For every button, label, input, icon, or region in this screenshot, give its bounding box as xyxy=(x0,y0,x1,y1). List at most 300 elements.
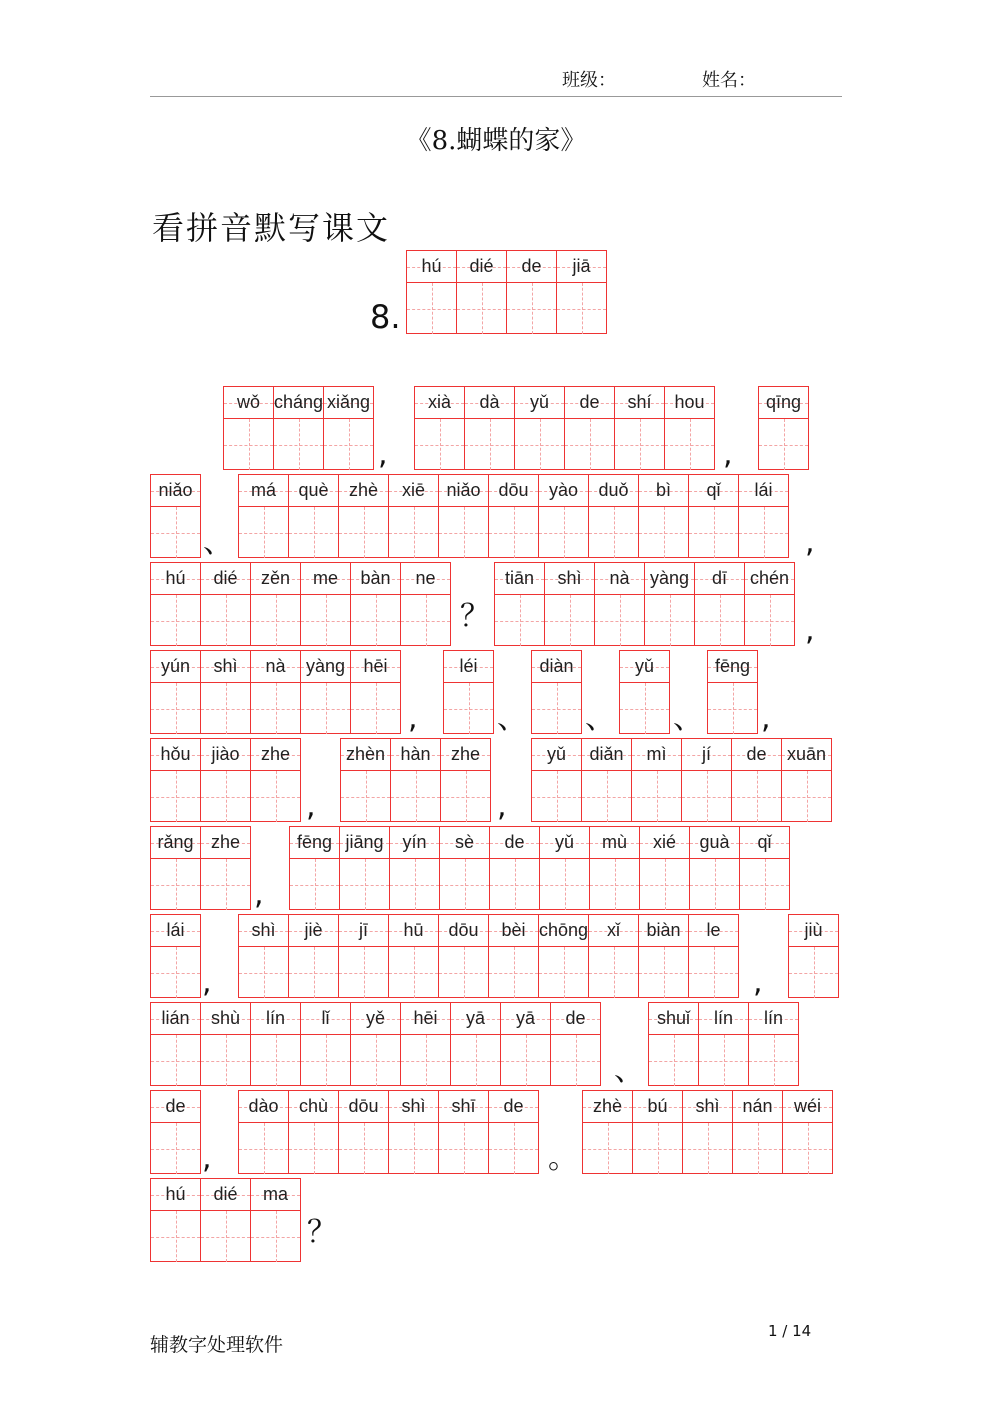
character-box[interactable] xyxy=(389,947,438,998)
character-box[interactable] xyxy=(690,859,739,910)
character-box[interactable] xyxy=(339,1123,388,1174)
character-box[interactable] xyxy=(733,1123,782,1174)
character-box[interactable] xyxy=(251,1035,300,1086)
pinyin-label: zhe xyxy=(251,739,300,771)
character-box[interactable] xyxy=(749,1035,798,1086)
character-box[interactable] xyxy=(444,683,493,734)
character-box[interactable] xyxy=(341,771,390,822)
writing-cell[interactable] xyxy=(223,386,274,470)
character-box[interactable] xyxy=(239,507,288,558)
character-box[interactable] xyxy=(201,595,250,646)
character-box[interactable] xyxy=(590,859,639,910)
character-box[interactable] xyxy=(583,1123,632,1174)
pinyin-label: shí xyxy=(615,387,664,419)
pinyin-label: hǒu xyxy=(151,739,200,771)
character-box[interactable] xyxy=(390,859,439,910)
character-box[interactable] xyxy=(439,947,488,998)
writing-cell[interactable] xyxy=(273,386,324,470)
writing-cell[interactable] xyxy=(323,386,374,470)
character-box[interactable] xyxy=(708,683,757,734)
writing-cell[interactable] xyxy=(439,826,490,910)
character-box[interactable] xyxy=(441,771,490,822)
character-box[interactable] xyxy=(289,507,338,558)
character-box[interactable] xyxy=(589,947,638,998)
header-divider xyxy=(150,96,842,97)
writing-cell[interactable] xyxy=(539,826,590,910)
character-box[interactable] xyxy=(582,771,631,822)
writing-cell[interactable] xyxy=(150,738,201,822)
character-box[interactable] xyxy=(640,859,689,910)
writing-grid-group xyxy=(150,826,251,910)
punctuation-mark: , xyxy=(805,613,815,648)
writing-cell[interactable] xyxy=(250,1002,301,1086)
writing-cell[interactable] xyxy=(200,1178,251,1262)
writing-cell[interactable] xyxy=(514,386,565,470)
character-box[interactable] xyxy=(489,507,538,558)
writing-cell[interactable] xyxy=(238,474,289,558)
writing-cell[interactable] xyxy=(150,474,201,558)
pinyin-label: tiān xyxy=(495,563,544,595)
character-box[interactable] xyxy=(151,1123,200,1174)
character-box[interactable] xyxy=(615,419,664,470)
writing-cell[interactable] xyxy=(200,738,251,822)
character-box[interactable] xyxy=(340,859,389,910)
writing-cell[interactable] xyxy=(414,386,465,470)
character-box[interactable] xyxy=(301,1035,350,1086)
writing-cell[interactable] xyxy=(638,474,689,558)
writing-grid-group xyxy=(582,1090,833,1174)
pinyin-label: de xyxy=(732,739,781,771)
writing-cell[interactable] xyxy=(440,738,491,822)
writing-cell[interactable] xyxy=(748,1002,799,1086)
writing-cell[interactable] xyxy=(438,914,489,998)
character-box[interactable] xyxy=(274,419,323,470)
pinyin-label: zhèn xyxy=(341,739,390,771)
writing-cell[interactable] xyxy=(150,1178,201,1262)
character-box[interactable] xyxy=(415,419,464,470)
writing-cell[interactable] xyxy=(538,474,589,558)
character-box[interactable] xyxy=(589,507,638,558)
writing-cell[interactable] xyxy=(438,474,489,558)
character-box[interactable] xyxy=(440,859,489,910)
character-box[interactable] xyxy=(515,419,564,470)
writing-cell[interactable] xyxy=(681,738,732,822)
pinyin-label: fēng xyxy=(290,827,339,859)
character-box[interactable] xyxy=(351,1035,400,1086)
writing-cell[interactable] xyxy=(150,826,201,910)
pinyin-label: niǎo xyxy=(151,475,200,507)
writing-cell[interactable] xyxy=(238,914,289,998)
writing-grid-group xyxy=(150,1090,201,1174)
pinyin-label: yàng xyxy=(301,651,350,683)
writing-grid-group xyxy=(758,386,809,470)
writing-cell[interactable] xyxy=(288,474,339,558)
writing-cell[interactable] xyxy=(488,474,539,558)
writing-cell[interactable] xyxy=(338,914,389,998)
writing-grid-group xyxy=(494,562,795,646)
writing-cell[interactable] xyxy=(250,650,301,734)
writing-cell[interactable] xyxy=(464,386,515,470)
writing-cell[interactable] xyxy=(619,650,670,734)
writing-cell[interactable] xyxy=(300,1002,351,1086)
character-box[interactable] xyxy=(565,419,614,470)
character-box[interactable] xyxy=(201,683,250,734)
punctuation-mark: 、 xyxy=(614,1053,644,1088)
character-box[interactable] xyxy=(620,683,669,734)
writing-cell[interactable] xyxy=(390,738,441,822)
character-box[interactable] xyxy=(732,771,781,822)
character-box[interactable] xyxy=(632,771,681,822)
punctuation-mark: , xyxy=(202,965,212,1000)
character-box[interactable] xyxy=(739,507,788,558)
character-box[interactable] xyxy=(689,947,738,998)
writing-cell[interactable] xyxy=(150,650,201,734)
pinyin-label: dào xyxy=(239,1091,288,1123)
pinyin-label: nà xyxy=(251,651,300,683)
pinyin-label: ma xyxy=(251,1179,300,1211)
character-box[interactable] xyxy=(239,947,288,998)
writing-cell[interactable] xyxy=(581,738,632,822)
character-box[interactable] xyxy=(251,771,300,822)
writing-cell[interactable] xyxy=(450,1002,501,1086)
pinyin-label: bèi xyxy=(489,915,538,947)
writing-cell[interactable] xyxy=(682,1090,733,1174)
writing-cell[interactable] xyxy=(340,738,391,822)
writing-cell[interactable] xyxy=(698,1002,749,1086)
pinyin-label: shuǐ xyxy=(649,1003,698,1035)
character-box[interactable] xyxy=(595,595,644,646)
pinyin-label: wǒ xyxy=(224,387,273,419)
writing-cell[interactable] xyxy=(538,914,589,998)
writing-cell[interactable] xyxy=(288,914,339,998)
character-box[interactable] xyxy=(633,1123,682,1174)
character-box[interactable] xyxy=(439,507,488,558)
pinyin-label: zhè xyxy=(339,475,388,507)
character-box[interactable] xyxy=(151,595,200,646)
character-box[interactable] xyxy=(151,771,200,822)
writing-cell[interactable] xyxy=(758,386,809,470)
character-box[interactable] xyxy=(740,859,789,910)
character-box[interactable] xyxy=(683,1123,732,1174)
character-box[interactable] xyxy=(532,683,581,734)
character-box[interactable] xyxy=(540,859,589,910)
writing-cell[interactable] xyxy=(739,826,790,910)
writing-cell[interactable] xyxy=(644,562,695,646)
character-box[interactable] xyxy=(289,947,338,998)
pinyin-label: de xyxy=(551,1003,600,1035)
character-box[interactable] xyxy=(639,507,688,558)
writing-cell[interactable] xyxy=(438,1090,489,1174)
writing-cell[interactable] xyxy=(488,1090,539,1174)
character-box[interactable] xyxy=(639,947,688,998)
character-box[interactable] xyxy=(501,1035,550,1086)
pinyin-label: jiào xyxy=(201,739,250,771)
pinyin-label: shì xyxy=(239,915,288,947)
writing-cell[interactable] xyxy=(300,650,351,734)
writing-grid-group xyxy=(150,738,301,822)
character-box[interactable] xyxy=(682,771,731,822)
pinyin-label: shì xyxy=(545,563,594,595)
writing-cell[interactable] xyxy=(694,562,745,646)
writing-cell[interactable] xyxy=(500,1002,551,1086)
pinyin-label: shì xyxy=(389,1091,438,1123)
writing-cell[interactable] xyxy=(594,562,645,646)
character-box[interactable] xyxy=(695,595,744,646)
punctuation-mark: ？ xyxy=(460,599,490,634)
character-box[interactable] xyxy=(783,1123,832,1174)
writing-cell[interactable] xyxy=(200,826,251,910)
writing-cell[interactable] xyxy=(589,826,640,910)
punctuation-mark: ？ xyxy=(307,1215,337,1250)
writing-cell[interactable] xyxy=(338,474,389,558)
writing-cell[interactable] xyxy=(350,1002,401,1086)
character-box[interactable] xyxy=(545,595,594,646)
character-box[interactable] xyxy=(251,595,300,646)
pinyin-label: lái xyxy=(739,475,788,507)
writing-cell[interactable] xyxy=(781,738,832,822)
writing-cell[interactable]: jiā xyxy=(556,250,607,334)
character-box[interactable] xyxy=(301,683,350,734)
pinyin-label: yàng xyxy=(645,563,694,595)
character-box[interactable] xyxy=(351,595,400,646)
writing-cell[interactable] xyxy=(400,1002,451,1086)
character-box[interactable] xyxy=(339,947,388,998)
character-box[interactable] xyxy=(389,1123,438,1174)
writing-cell[interactable] xyxy=(731,738,782,822)
writing-grid-group xyxy=(531,650,582,734)
writing-cell[interactable] xyxy=(150,1090,201,1174)
character-box[interactable] xyxy=(745,595,794,646)
punctuation-mark: , xyxy=(497,789,507,824)
writing-cell[interactable] xyxy=(250,562,301,646)
pinyin-label: hū xyxy=(389,915,438,947)
writing-cell[interactable] xyxy=(388,1090,439,1174)
writing-cell[interactable] xyxy=(782,1090,833,1174)
writing-cell[interactable] xyxy=(389,826,440,910)
pinyin-label: me xyxy=(301,563,350,595)
pinyin-label: qīng xyxy=(759,387,808,419)
writing-grid-group xyxy=(443,650,494,734)
writing-cell[interactable] xyxy=(289,826,340,910)
pinyin-label: zhè xyxy=(583,1091,632,1123)
pinyin-label: chù xyxy=(289,1091,338,1123)
writing-cell[interactable] xyxy=(489,826,540,910)
character-box[interactable] xyxy=(201,1035,250,1086)
writing-grid-group xyxy=(150,1002,601,1086)
character-box[interactable] xyxy=(251,683,300,734)
character-box[interactable] xyxy=(451,1035,500,1086)
character-box[interactable] xyxy=(489,947,538,998)
character-box[interactable] xyxy=(532,771,581,822)
writing-cell[interactable] xyxy=(250,738,301,822)
character-box[interactable] xyxy=(782,771,831,822)
character-box[interactable] xyxy=(201,1211,250,1262)
pinyin-label: de xyxy=(489,1091,538,1123)
pinyin-label: xié xyxy=(640,827,689,859)
writing-cell[interactable] xyxy=(200,562,251,646)
pinyin-label: zhe xyxy=(441,739,490,771)
character-box[interactable] xyxy=(339,507,388,558)
pinyin-label: diǎn xyxy=(582,739,631,771)
character-box[interactable] xyxy=(490,859,539,910)
character-box[interactable] xyxy=(401,1035,450,1086)
writing-grid-group xyxy=(788,914,839,998)
pinyin-label: má xyxy=(239,475,288,507)
writing-cell[interactable] xyxy=(350,562,401,646)
character-box[interactable] xyxy=(324,419,373,470)
writing-cell[interactable] xyxy=(564,386,615,470)
punctuation-mark: , xyxy=(753,965,763,1000)
character-box[interactable] xyxy=(239,1123,288,1174)
character-box[interactable] xyxy=(251,1211,300,1262)
pinyin-label: biàn xyxy=(639,915,688,947)
character-box[interactable] xyxy=(289,1123,338,1174)
writing-cell[interactable] xyxy=(238,1090,289,1174)
writing-cell[interactable] xyxy=(388,914,439,998)
character-box[interactable] xyxy=(489,1123,538,1174)
pinyin-label: yā xyxy=(451,1003,500,1035)
writing-cell[interactable] xyxy=(200,1002,251,1086)
punctuation-mark: , xyxy=(202,1141,212,1176)
writing-cell[interactable] xyxy=(488,914,539,998)
writing-cell[interactable] xyxy=(550,1002,601,1086)
writing-cell[interactable] xyxy=(638,914,689,998)
writing-cell[interactable] xyxy=(639,826,690,910)
writing-cell[interactable] xyxy=(443,650,494,734)
pinyin-label: dōu xyxy=(339,1091,388,1123)
writing-cell[interactable]: dié xyxy=(456,250,507,334)
writing-cell[interactable] xyxy=(200,650,251,734)
character-box[interactable] xyxy=(401,595,450,646)
pinyin-label: xiē xyxy=(389,475,438,507)
pinyin-label: què xyxy=(289,475,338,507)
pinyin-label: dié xyxy=(201,1179,250,1211)
writing-cell[interactable] xyxy=(288,1090,339,1174)
character-box[interactable] xyxy=(495,595,544,646)
character-box[interactable] xyxy=(151,859,200,910)
punctuation-mark: , xyxy=(761,701,771,736)
punctuation-mark: , xyxy=(805,525,815,560)
writing-cell[interactable] xyxy=(732,1090,783,1174)
writing-cell[interactable] xyxy=(631,738,682,822)
writing-cell[interactable] xyxy=(531,650,582,734)
writing-cell[interactable] xyxy=(614,386,665,470)
writing-cell[interactable] xyxy=(544,562,595,646)
character-box[interactable] xyxy=(789,947,838,998)
character-box[interactable] xyxy=(224,419,273,470)
class-label: 班级： xyxy=(562,70,616,91)
writing-grid-group xyxy=(707,650,758,734)
pinyin-label: jí xyxy=(682,739,731,771)
pinyin-label: de xyxy=(151,1091,200,1123)
character-box[interactable] xyxy=(551,1035,600,1086)
character-box[interactable] xyxy=(699,1035,748,1086)
writing-grid-group xyxy=(238,914,739,998)
pinyin-label: yā xyxy=(501,1003,550,1035)
writing-cell[interactable] xyxy=(707,650,758,734)
writing-cell[interactable] xyxy=(689,826,740,910)
writing-cell[interactable] xyxy=(648,1002,699,1086)
pinyin-label: hàn xyxy=(391,739,440,771)
character-box[interactable] xyxy=(151,507,200,558)
writing-cell[interactable]: de xyxy=(506,250,557,334)
writing-cell[interactable] xyxy=(664,386,715,470)
writing-cell[interactable] xyxy=(338,1090,389,1174)
writing-cell[interactable] xyxy=(150,1002,201,1086)
character-box[interactable] xyxy=(201,859,250,910)
lesson-number: 8. xyxy=(370,298,401,336)
pinyin-label: lín xyxy=(749,1003,798,1035)
writing-cell[interactable] xyxy=(588,474,639,558)
writing-cell[interactable] xyxy=(400,562,451,646)
punctuation-mark: 、 xyxy=(497,701,527,736)
character-box[interactable] xyxy=(439,1123,488,1174)
writing-cell[interactable] xyxy=(250,1178,301,1262)
title-writing-grid xyxy=(406,250,607,334)
character-box[interactable] xyxy=(539,507,588,558)
character-box[interactable] xyxy=(465,419,514,470)
writing-cell[interactable] xyxy=(588,914,639,998)
writing-cell[interactable] xyxy=(582,1090,633,1174)
writing-cell[interactable] xyxy=(688,914,739,998)
character-box[interactable] xyxy=(689,507,738,558)
writing-cell[interactable] xyxy=(788,914,839,998)
writing-cell[interactable] xyxy=(632,1090,683,1174)
writing-cell[interactable] xyxy=(150,914,201,998)
punctuation-mark: , xyxy=(254,877,264,912)
writing-grid-group xyxy=(648,1002,799,1086)
writing-cell[interactable] xyxy=(688,474,739,558)
character-box[interactable] xyxy=(151,1211,200,1262)
character-box[interactable] xyxy=(389,507,438,558)
character-box[interactable] xyxy=(151,1035,200,1086)
writing-cell[interactable] xyxy=(388,474,439,558)
character-box[interactable] xyxy=(539,947,588,998)
writing-cell[interactable] xyxy=(339,826,390,910)
character-box[interactable] xyxy=(391,771,440,822)
writing-grid-group xyxy=(414,386,715,470)
writing-cell[interactable] xyxy=(744,562,795,646)
writing-cell[interactable] xyxy=(738,474,789,558)
character-box[interactable] xyxy=(151,947,200,998)
pinyin-label: dié xyxy=(201,563,250,595)
character-box[interactable] xyxy=(645,595,694,646)
character-box[interactable] xyxy=(649,1035,698,1086)
character-box[interactable] xyxy=(290,859,339,910)
pinyin-label: hou xyxy=(665,387,714,419)
writing-cell[interactable] xyxy=(531,738,582,822)
character-box[interactable] xyxy=(151,683,200,734)
pinyin-label: xiǎng xyxy=(324,387,373,419)
pinyin-label: jiè xyxy=(289,915,338,947)
writing-cell[interactable] xyxy=(300,562,351,646)
pinyin-label: shì xyxy=(201,651,250,683)
document-title: 《8.蝴蝶的家》 xyxy=(405,126,587,156)
punctuation-mark: , xyxy=(378,437,388,472)
writing-cell[interactable] xyxy=(350,650,401,734)
character-box[interactable] xyxy=(301,595,350,646)
writing-cell[interactable]: hú xyxy=(406,250,457,334)
name-label: 姓名： xyxy=(702,70,756,91)
character-box[interactable] xyxy=(759,419,808,470)
character-box[interactable] xyxy=(351,683,400,734)
character-box[interactable] xyxy=(201,771,250,822)
writing-cell[interactable] xyxy=(150,562,201,646)
pinyin-label: qǐ xyxy=(689,475,738,507)
writing-cell[interactable] xyxy=(494,562,545,646)
punctuation-mark: 。 xyxy=(548,1141,578,1176)
character-box[interactable] xyxy=(665,419,714,470)
